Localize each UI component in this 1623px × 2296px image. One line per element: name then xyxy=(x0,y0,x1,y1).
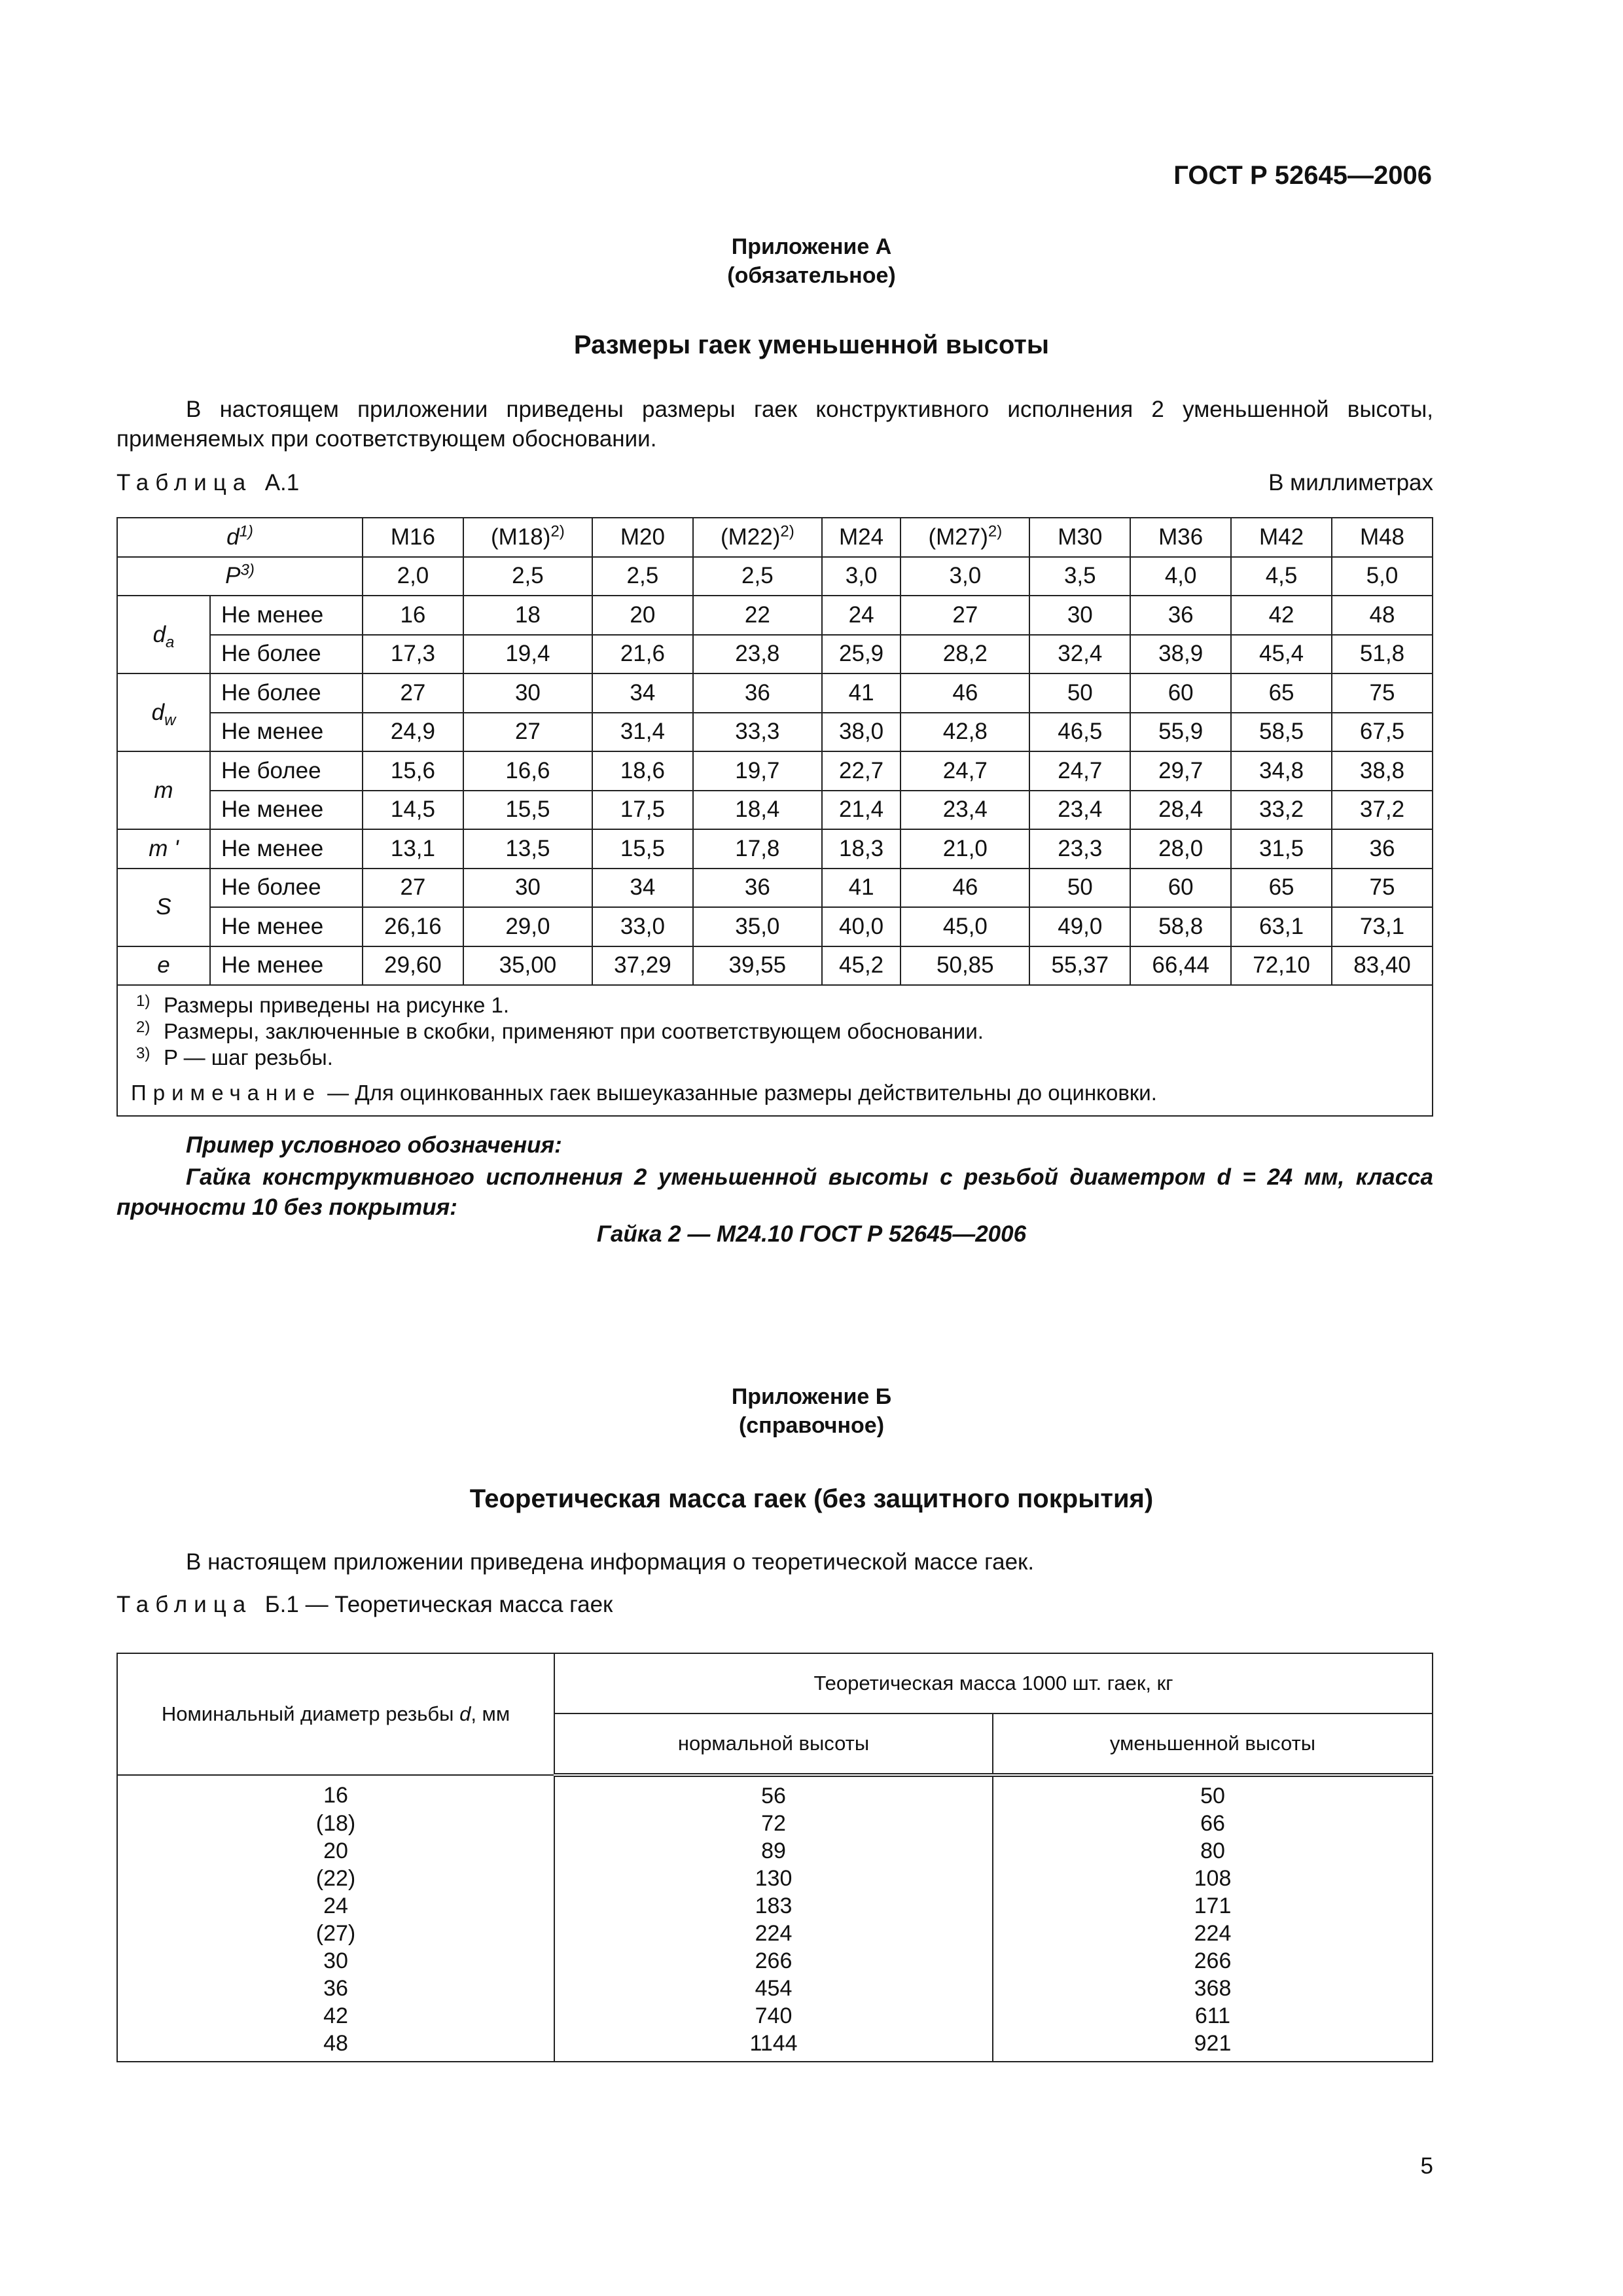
table-a-units: В миллиметрах xyxy=(1268,470,1433,495)
mass-cell: 611 xyxy=(993,2002,1433,2030)
table-row xyxy=(117,1920,1433,1947)
example-designation: Гайка 2 — М24.10 ГОСТ Р 52645—2006 xyxy=(596,1221,1027,1247)
table-a-label: Таблица А.1 xyxy=(116,470,300,495)
pitch-cell: 2,5 xyxy=(463,557,592,596)
value-cell: 25,9 xyxy=(822,635,901,674)
table-row xyxy=(117,829,1433,869)
mass-cell: 183 xyxy=(554,1892,993,1920)
value-cell: 17,5 xyxy=(592,791,693,830)
value-cell: 75 xyxy=(1332,869,1433,908)
footnote-text: P — шаг резьбы. xyxy=(164,1045,333,1069)
mass-cell: 171 xyxy=(993,1892,1433,1920)
value-cell: 26,16 xyxy=(363,907,463,946)
table-row xyxy=(117,1775,1433,1810)
value-cell: 24,7 xyxy=(901,751,1029,791)
limit-label: Не более xyxy=(210,673,363,713)
limit-label: Не менее xyxy=(210,596,363,635)
table-b-caption: Таблица Б.1 — Теоретическая масса гаек xyxy=(116,1592,613,1617)
value-cell: 49,0 xyxy=(1029,907,1130,946)
value-cell: 13,1 xyxy=(363,829,463,869)
value-cell: 23,8 xyxy=(693,635,822,674)
value-cell: 72,10 xyxy=(1231,946,1332,986)
value-cell: 15,5 xyxy=(592,829,693,869)
value-cell: 23,4 xyxy=(901,791,1029,830)
appendix-a-intro: В настоящем приложении приведены размеры гаек конструктивного исполнения 2 уменьшенной высоты, применяемых при соответствующем обосновании. xyxy=(116,397,1433,452)
appendix-b-status: (справочное) xyxy=(738,1413,885,1438)
value-cell: 50 xyxy=(1029,673,1130,713)
value-cell: 31,4 xyxy=(592,713,693,752)
value-cell: 38,0 xyxy=(822,713,901,752)
size-cell: $(М18)^{2)}$ xyxy=(463,518,592,557)
mass-cell: 36 xyxy=(117,1975,554,2002)
value-cell: 65 xyxy=(1231,869,1332,908)
value-cell: 37,2 xyxy=(1332,791,1433,830)
mass-cell: 224 xyxy=(993,1920,1433,1947)
footnote xyxy=(136,992,1432,1018)
pitch-cell: 3,0 xyxy=(822,557,901,596)
mass-cell: 56 xyxy=(554,1775,993,1810)
mass-cell: (18) xyxy=(117,1810,554,1837)
footnotes-row xyxy=(117,985,1433,1116)
mass-cell: (22) xyxy=(117,1865,554,1892)
appendix-b-title: Теоретическая масса гаек (без защитного покрытия) xyxy=(469,1484,1154,1513)
example-heading: Пример условного обозначения: xyxy=(186,1132,562,1158)
value-cell: 29,60 xyxy=(363,946,463,986)
pitch-cell: 4,5 xyxy=(1231,557,1332,596)
mass-cell: 368 xyxy=(993,1975,1433,2002)
mass-cell: 20 xyxy=(117,1837,554,1865)
value-cell: 30 xyxy=(463,869,592,908)
parameter-symbol: e xyxy=(117,946,210,986)
value-cell: 45,4 xyxy=(1231,635,1332,674)
limit-label: Не более xyxy=(210,635,363,674)
value-cell: 58,8 xyxy=(1130,907,1231,946)
value-cell: 36 xyxy=(1332,829,1433,869)
value-cell: 46 xyxy=(901,673,1029,713)
pitch-cell: 3,0 xyxy=(901,557,1029,596)
mass-cell: 48 xyxy=(117,2030,554,2062)
limit-label: Не более xyxy=(210,869,363,908)
value-cell: 17,3 xyxy=(363,635,463,674)
limit-label: Не менее xyxy=(210,946,363,986)
value-cell: 23,3 xyxy=(1029,829,1130,869)
value-cell: 28,0 xyxy=(1130,829,1231,869)
table-row xyxy=(117,869,1433,908)
value-cell: 24 xyxy=(822,596,901,635)
value-cell: 16,6 xyxy=(463,751,592,791)
value-cell: 22 xyxy=(693,596,822,635)
mass-cell: (27) xyxy=(117,1920,554,1947)
mass-cell: 24 xyxy=(117,1892,554,1920)
value-cell: 33,0 xyxy=(592,907,693,946)
value-cell: 24,7 xyxy=(1029,751,1130,791)
size-cell: $(М22)^{2)}$ xyxy=(693,518,822,557)
mass-cell: 921 xyxy=(993,2030,1433,2062)
value-cell: 21,6 xyxy=(592,635,693,674)
mass-table-group-header: Теоретическая масса 1000 шт. гаек, кг xyxy=(554,1653,1433,1713)
value-cell: 24,9 xyxy=(363,713,463,752)
value-cell: 16 xyxy=(363,596,463,635)
limit-label: Не менее xyxy=(210,907,363,946)
value-cell: 42,8 xyxy=(901,713,1029,752)
value-cell: 63,1 xyxy=(1231,907,1332,946)
footnote-mark: 3) xyxy=(136,1045,151,1062)
pitch-cell: 2,5 xyxy=(592,557,693,596)
value-cell: 21,4 xyxy=(822,791,901,830)
limit-label: Не менее xyxy=(210,713,363,752)
value-cell: 34,8 xyxy=(1231,751,1332,791)
table-row xyxy=(117,2030,1433,2062)
table-row xyxy=(117,1865,1433,1892)
mass-cell: 454 xyxy=(554,1975,993,2002)
appendix-a-title: Размеры гаек уменьшенной высоты xyxy=(573,331,1050,359)
value-cell: 65 xyxy=(1231,673,1332,713)
value-cell: 22,7 xyxy=(822,751,901,791)
value-cell: 34 xyxy=(592,869,693,908)
value-cell: 32,4 xyxy=(1029,635,1130,674)
value-cell: 55,9 xyxy=(1130,713,1231,752)
page-number: 5 xyxy=(1420,2153,1433,2179)
table-row xyxy=(117,2002,1433,2030)
table-note xyxy=(131,1080,1432,1106)
value-cell: 27 xyxy=(363,869,463,908)
value-cell: 41 xyxy=(822,673,901,713)
table-row xyxy=(117,673,1433,713)
value-cell: 50 xyxy=(1029,869,1130,908)
value-cell: 30 xyxy=(463,673,592,713)
pitch-cell: 5,0 xyxy=(1332,557,1433,596)
table-row xyxy=(117,907,1433,946)
mass-cell: 266 xyxy=(554,1947,993,1975)
pitch-cell: 3,5 xyxy=(1029,557,1130,596)
value-cell: 27 xyxy=(463,713,592,752)
value-cell: 33,3 xyxy=(693,713,822,752)
value-cell: 38,9 xyxy=(1130,635,1231,674)
value-cell: 28,2 xyxy=(901,635,1029,674)
size-cell: М36 xyxy=(1130,518,1231,557)
mass-cell: 89 xyxy=(554,1837,993,1865)
value-cell: 73,1 xyxy=(1332,907,1433,946)
value-cell: 46 xyxy=(901,869,1029,908)
mass-cell: 16 xyxy=(117,1775,554,1810)
table-row xyxy=(117,1837,1433,1865)
table-row xyxy=(117,557,1433,596)
mass-table-reduced-header: уменьшенной высоты xyxy=(993,1713,1433,1775)
dimensions-table xyxy=(116,517,1433,1117)
appendix-a-status: (обязательное) xyxy=(727,263,896,288)
value-cell: 35,0 xyxy=(693,907,822,946)
table-row xyxy=(117,791,1433,830)
value-cell: 34 xyxy=(592,673,693,713)
pitch-cell: 2,0 xyxy=(363,557,463,596)
value-cell: 18,3 xyxy=(822,829,901,869)
size-cell: М42 xyxy=(1231,518,1332,557)
example-description: Гайка конструктивного исполнения 2 уменьшенной высоты с резьбой диаметром d = 24 мм, класса прочности 10 без покрытия: xyxy=(116,1164,1433,1220)
value-cell: 14,5 xyxy=(363,791,463,830)
document-code: ГОСТ Р 52645—2006 xyxy=(1173,161,1432,190)
table-row xyxy=(117,946,1433,986)
table-row xyxy=(117,596,1433,635)
value-cell: 48 xyxy=(1332,596,1433,635)
value-cell: 30 xyxy=(1029,596,1130,635)
value-cell: 27 xyxy=(363,673,463,713)
mass-cell: 108 xyxy=(993,1865,1433,1892)
footnote-text: Размеры, заключенные в скобки, применяют при соответствующем обосновании. xyxy=(164,1019,984,1043)
value-cell: 19,7 xyxy=(693,751,822,791)
value-cell: 45,2 xyxy=(822,946,901,986)
size-cell: М16 xyxy=(363,518,463,557)
mass-cell: 224 xyxy=(554,1920,993,1947)
table-row xyxy=(117,518,1433,557)
value-cell: 42 xyxy=(1231,596,1332,635)
size-cell: М24 xyxy=(822,518,901,557)
value-cell: 41 xyxy=(822,869,901,908)
value-cell: 23,4 xyxy=(1029,791,1130,830)
table-footnotes xyxy=(117,985,1433,1116)
value-cell: 19,4 xyxy=(463,635,592,674)
parameter-symbol: S xyxy=(117,869,210,946)
mass-cell: 66 xyxy=(993,1810,1433,1837)
pitch-cell: 4,0 xyxy=(1130,557,1231,596)
value-cell: 18 xyxy=(463,596,592,635)
value-cell: 46,5 xyxy=(1029,713,1130,752)
size-cell: $(М27)^{2)}$ xyxy=(901,518,1029,557)
value-cell: 45,0 xyxy=(901,907,1029,946)
pitch-header: $P^{3)}$ xyxy=(117,557,363,596)
value-cell: 58,5 xyxy=(1231,713,1332,752)
value-cell: 27 xyxy=(901,596,1029,635)
mass-cell: 50 xyxy=(993,1775,1433,1810)
table-row xyxy=(117,1947,1433,1975)
size-cell: М30 xyxy=(1029,518,1130,557)
value-cell: 51,8 xyxy=(1332,635,1433,674)
value-cell: 15,5 xyxy=(463,791,592,830)
footnote-mark: 2) xyxy=(136,1018,151,1036)
value-cell: 29,0 xyxy=(463,907,592,946)
value-cell: 67,5 xyxy=(1332,713,1433,752)
parameter-symbol: m xyxy=(117,751,210,829)
table-row xyxy=(117,1975,1433,2002)
value-cell: 66,44 xyxy=(1130,946,1231,986)
value-cell: 36 xyxy=(1130,596,1231,635)
table-row xyxy=(117,713,1433,752)
appendix-b-heading: Приложение Б xyxy=(731,1384,892,1409)
value-cell: 50,85 xyxy=(901,946,1029,986)
appendix-a-heading: Приложение А xyxy=(731,234,892,259)
value-cell: 60 xyxy=(1130,673,1231,713)
size-cell: М48 xyxy=(1332,518,1433,557)
table-row xyxy=(117,635,1433,674)
mass-cell: 80 xyxy=(993,1837,1433,1865)
value-cell: 36 xyxy=(693,869,822,908)
value-cell: 31,5 xyxy=(1231,829,1332,869)
value-cell: 83,40 xyxy=(1332,946,1433,986)
value-cell: 18,6 xyxy=(592,751,693,791)
value-cell: 40,0 xyxy=(822,907,901,946)
parameter-symbol: $d_a$ xyxy=(117,596,210,673)
value-cell: 17,8 xyxy=(693,829,822,869)
table-row xyxy=(117,751,1433,791)
mass-table-diameter-header: Номинальный диаметр резьбы d, мм xyxy=(117,1653,554,1775)
value-cell: 75 xyxy=(1332,673,1433,713)
note-text: — Для оцинкованных гаек вышеуказанные размеры действительны до оцинковки. xyxy=(321,1081,1157,1105)
parameter-symbol: $d_w$ xyxy=(117,673,210,751)
footnote xyxy=(136,1018,1432,1045)
limit-label: Не менее xyxy=(210,829,363,869)
value-cell: 38,8 xyxy=(1332,751,1433,791)
mass-cell: 1144 xyxy=(554,2030,993,2062)
value-cell: 36 xyxy=(693,673,822,713)
limit-label: Не более xyxy=(210,751,363,791)
mass-table xyxy=(116,1653,1433,2062)
table-row xyxy=(117,1892,1433,1920)
value-cell: 33,2 xyxy=(1231,791,1332,830)
mass-cell: 30 xyxy=(117,1947,554,1975)
mass-cell: 130 xyxy=(554,1865,993,1892)
parameter-symbol: m ' xyxy=(117,829,210,869)
value-cell: 20 xyxy=(592,596,693,635)
mass-cell: 72 xyxy=(554,1810,993,1837)
pitch-cell: 2,5 xyxy=(693,557,822,596)
mass-cell: 740 xyxy=(554,2002,993,2030)
value-cell: 21,0 xyxy=(901,829,1029,869)
footnote-text: Размеры приведены на рисунке 1. xyxy=(164,993,510,1017)
value-cell: 37,29 xyxy=(592,946,693,986)
size-cell: М20 xyxy=(592,518,693,557)
value-cell: 13,5 xyxy=(463,829,592,869)
footnote xyxy=(136,1045,1432,1071)
mass-cell: 42 xyxy=(117,2002,554,2030)
value-cell: 60 xyxy=(1130,869,1231,908)
table-row xyxy=(117,1810,1433,1837)
nominal-diameter-header: $d^{1)}$ xyxy=(117,518,363,557)
value-cell: 29,7 xyxy=(1130,751,1231,791)
limit-label: Не менее xyxy=(210,791,363,830)
value-cell: 35,00 xyxy=(463,946,592,986)
footnote-mark: 1) xyxy=(136,992,151,1010)
value-cell: 28,4 xyxy=(1130,791,1231,830)
note-label: Примечание xyxy=(131,1081,322,1105)
value-cell: 55,37 xyxy=(1029,946,1130,986)
appendix-b-intro: В настоящем приложении приведена информация о теоретической массе гаек. xyxy=(186,1549,1035,1575)
value-cell: 15,6 xyxy=(363,751,463,791)
value-cell: 39,55 xyxy=(693,946,822,986)
value-cell: 18,4 xyxy=(693,791,822,830)
mass-cell: 266 xyxy=(993,1947,1433,1975)
mass-table-normal-header: нормальной высоты xyxy=(554,1713,993,1775)
